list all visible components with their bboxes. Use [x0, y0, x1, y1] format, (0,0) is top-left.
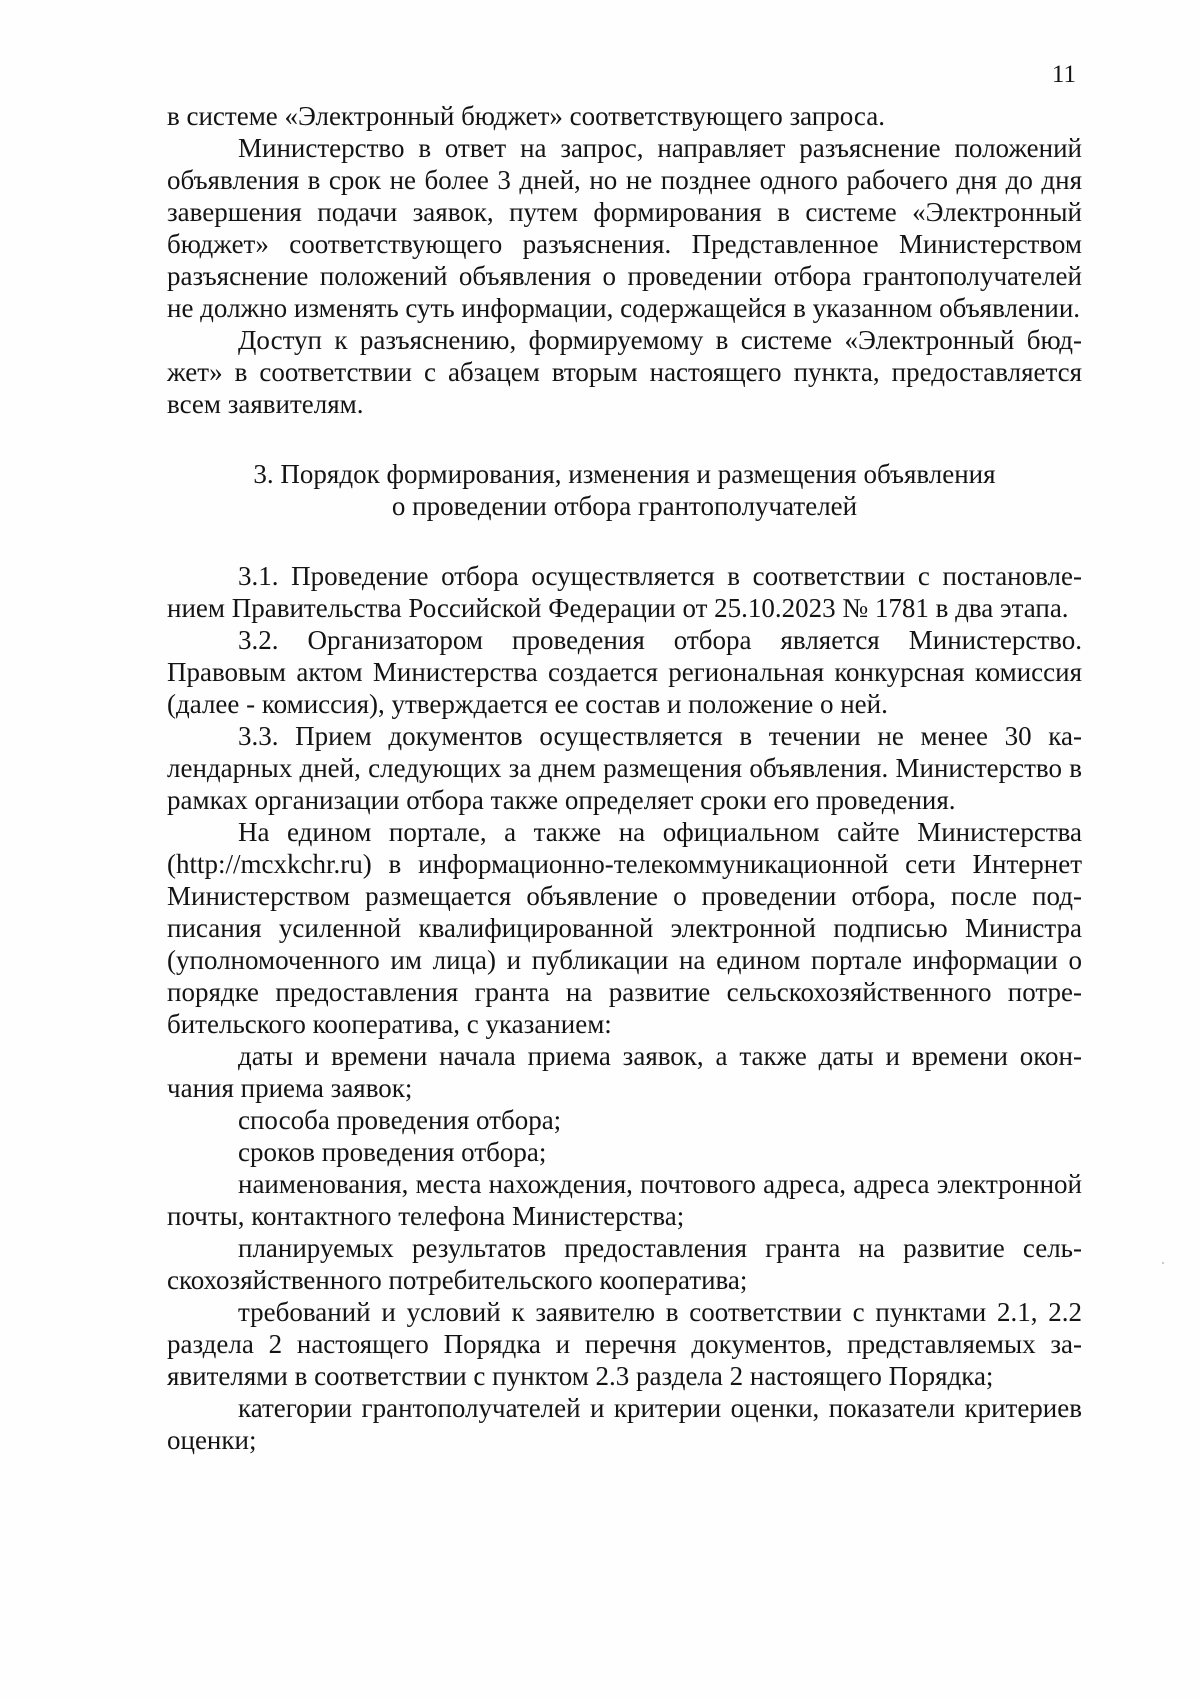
list-item: планируемых результатов предоставления гранта на развитие сельскохозяйственного потребительского кооператива;: [167, 1233, 1082, 1295]
list-item: даты и времени начала приема заявок, а также даты и времени окончания приема заявок;: [167, 1041, 1082, 1103]
document-body: [167, 100, 1082, 1456]
paragraph-ministry-response: Министерство в ответ на запрос, направляет разъяснение положений объявления в срок не более 3 дней, но не позднее одного рабочего дня до дня завершения подачи заявок, путем формирования в системе «Электронный бюджет» соответствующего разъяснения. Представленное Министерством разъяснение положений объявления о проведении отбора грантополучателей не должно изменять суть информации, содержащейся в указанном объявлении.: [167, 133, 1082, 323]
list-item: сроков проведения отбора;: [238, 1137, 547, 1167]
section-heading-line-1: 3. Порядок формирования, изменения и размещения объявления: [253, 459, 996, 489]
section-heading-line-2: о проведении отбора грантополучателей: [391, 491, 858, 521]
paragraph-3-1: 3.1. Проведение отбора осуществляется в соответствии с постановлением Правительства Российской Федерации от 25.10.2023 № 1781 в два этапа.: [167, 561, 1082, 623]
paragraph-access-clarification: Доступ к разъяснению, формируемому в системе «Электронный бюджет» в соответствии с абзацем вторым настоящего пункта, предоставляется всем заявителям.: [167, 325, 1082, 419]
paragraph-3-2: 3.2. Организатором проведения отбора является Министерство. Правовым актом Министерства создается региональная конкурсная комиссия (далее - комиссия), утверждается ее состав и положение о ней.: [167, 625, 1082, 719]
paragraph-continuation: в системе «Электронный бюджет» соответствующего запроса.: [167, 101, 885, 131]
paragraph-portal-announcement: На едином портале, а также на официальном сайте Министерства (http://mcxkchr.ru) в информационно-телекоммуникационной сети Интернет Министерством размещается объявление о проведении отбора, после подписания усиленной квалифицированной электронной подписью Министра (уполномоченного им лица) и публикации на едином портале информации о порядке предоставления гранта на развитие сельскохозяйственного потребительского кооператива, с указанием:: [167, 817, 1082, 1039]
paragraph-3-3: 3.3. Прием документов осуществляется в течении не менее 30 календарных дней, следующих за днем размещения объявления. Министерство в рамках организации отбора также определяет сроки его проведения.: [167, 721, 1082, 815]
list-item: наименования, места нахождения, почтового адреса, адреса электронной почты, контактного телефона Министерства;: [167, 1169, 1082, 1231]
page-number: 11: [1051, 61, 1076, 88]
list-item: требований и условий к заявителю в соответствии с пунктами 2.1, 2.2 раздела 2 настоящего Порядка и перечня документов, представляемых заявителями в соответствии с пунктом 2.3 раздела 2 настоящего Порядка;: [167, 1297, 1082, 1391]
scan-artifact: [1162, 1262, 1164, 1264]
list-item: категории грантополучателей и критерии оценки, показатели критериев оценки;: [167, 1393, 1082, 1455]
section-heading: [167, 458, 1082, 522]
list-item: способа проведения отбора;: [238, 1105, 562, 1135]
